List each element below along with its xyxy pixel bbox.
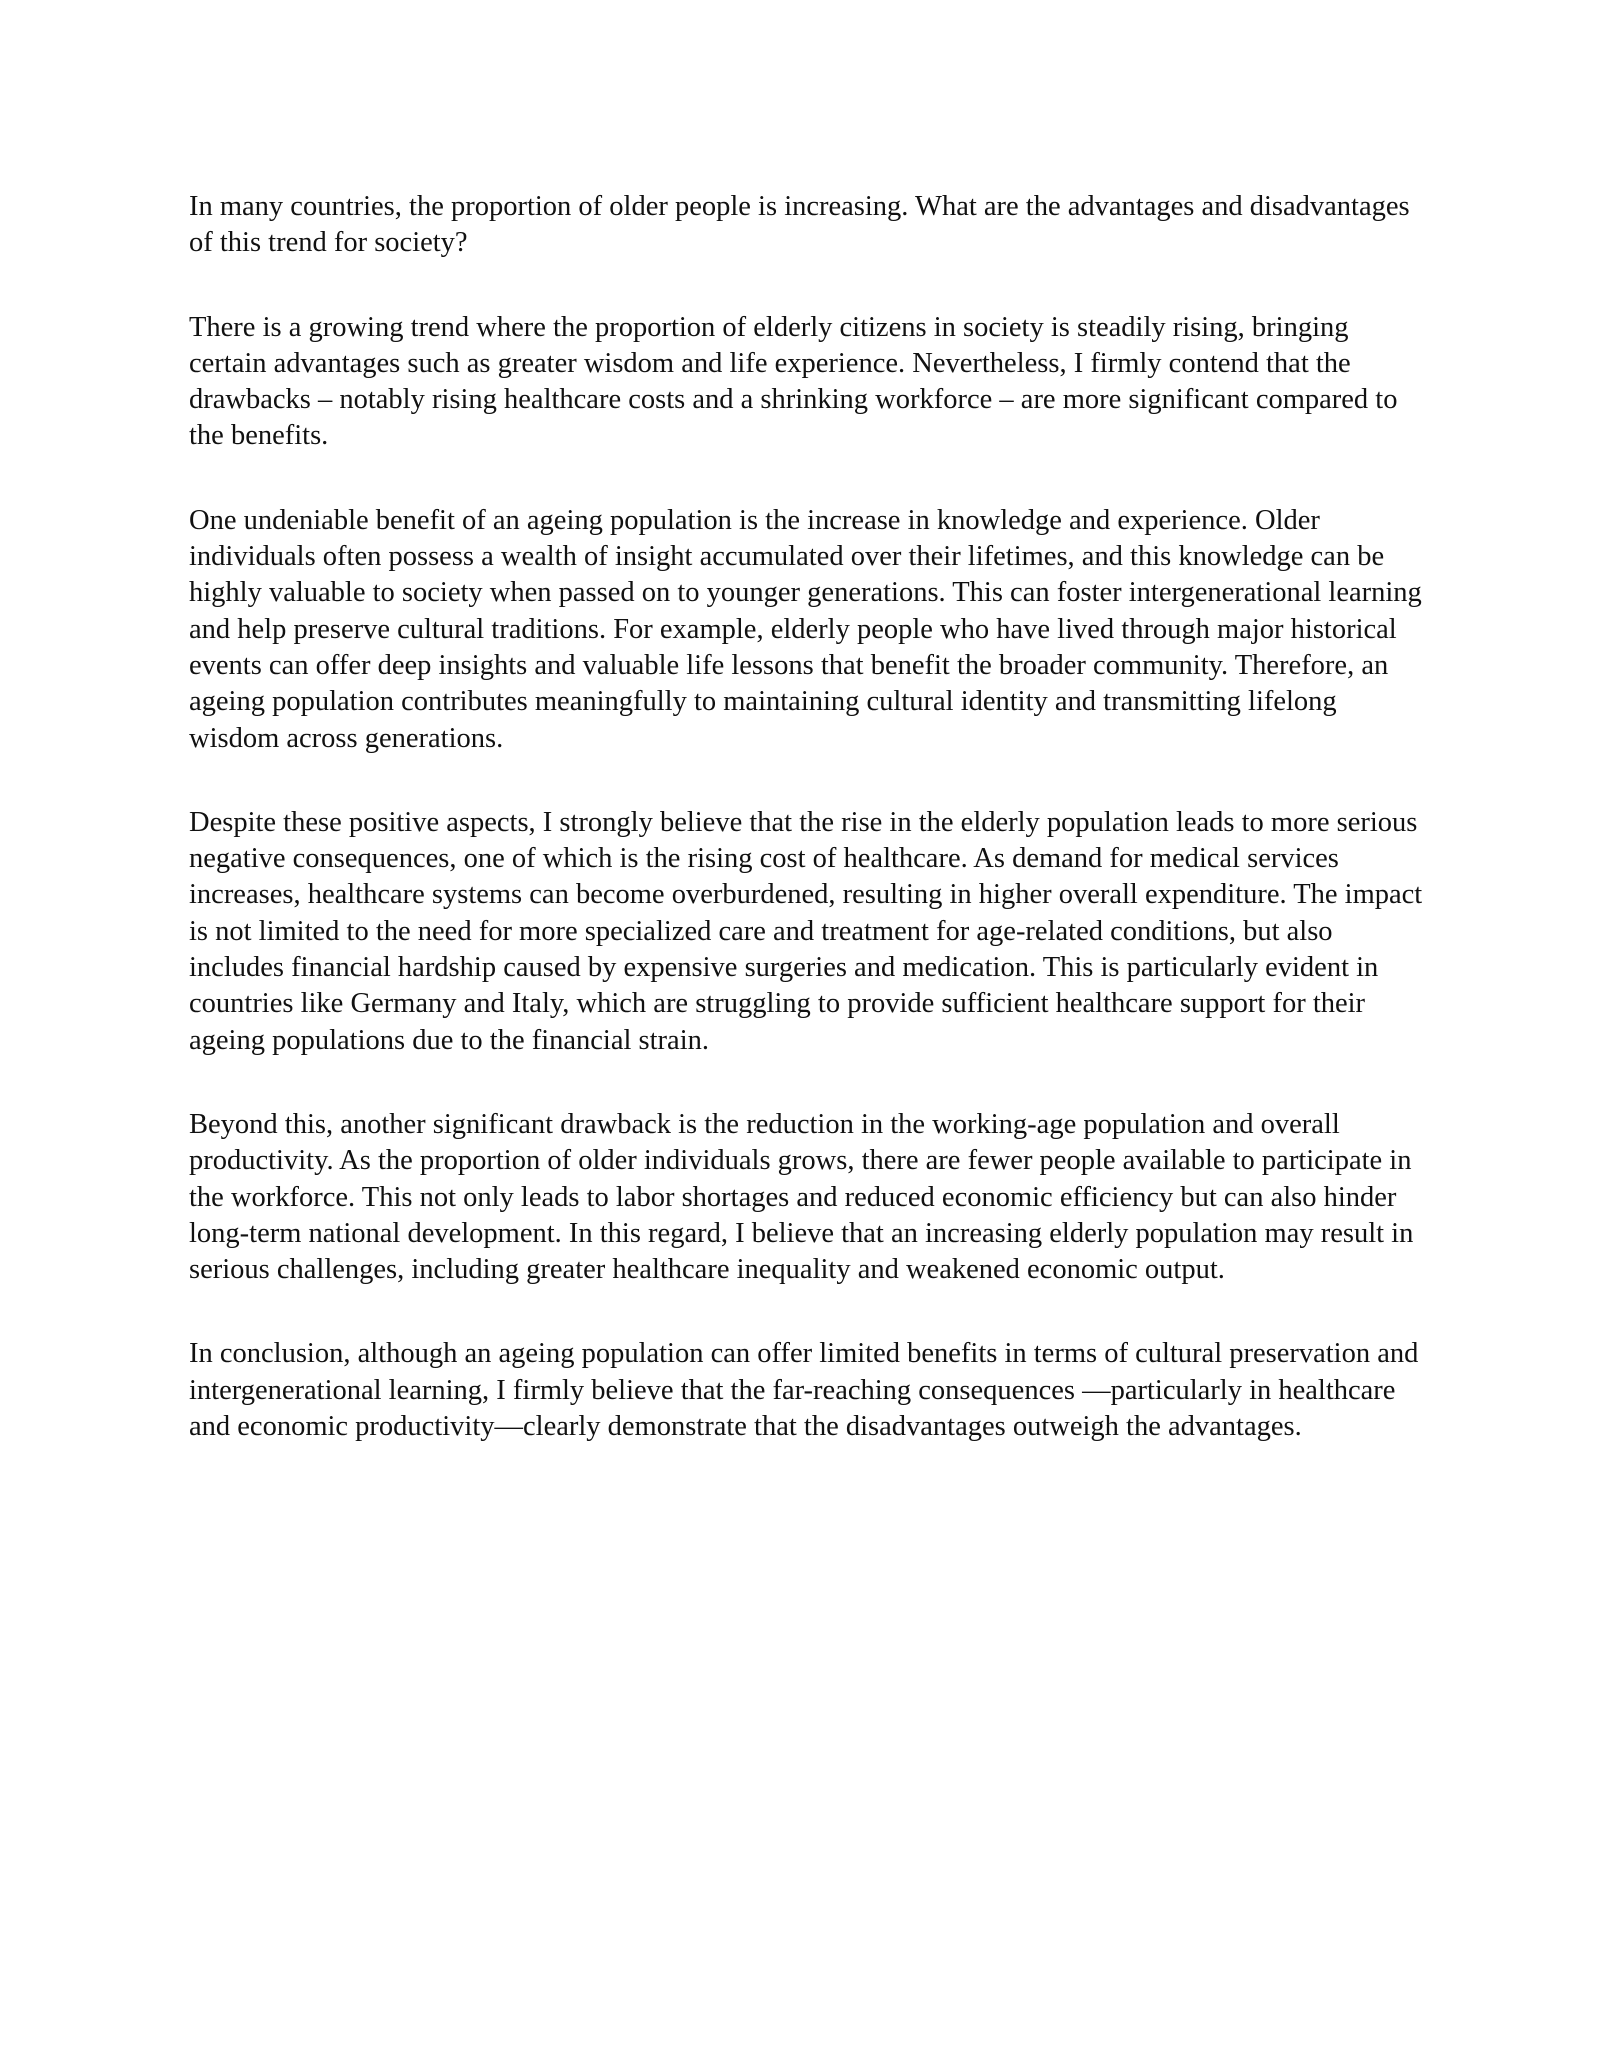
essay-prompt: In many countries, the proportion of older people is increasing. What are the advantages and disadvantages of this trend for society? — [189, 191, 1410, 259]
document-body — [189, 189, 1424, 1445]
paragraph-introduction: There is a growing trend where the proportion of elderly citizens in society is steadily rising, bringing certain advantages such as greater wisdom and life experience. Nevertheless, I firmly contend that the drawbacks – notably rising healthcare costs and a shrinking workforce – are more significant compared to the benefits. — [189, 311, 1398, 452]
paragraph-advantages: One undeniable benefit of an ageing population is the increase in knowledge and experience. Older individuals often possess a wealth of insight accumulated over their lifetimes, and this knowledge can be highly valuable to society when passed on to younger generations. This can foster intergenerational learning and help preserve cultural traditions. For example, elderly people who have lived through major historical events can offer deep insights and valuable life lessons that benefit the broader community. Therefore, an ageing population contributes meaningfully to maintaining cultural identity and transmitting lifelong wisdom across generations. — [189, 504, 1422, 754]
paragraph-healthcare-costs: Despite these positive aspects, I strongly believe that the rise in the elderly population leads to more serious negative consequences, one of which is the rising cost of healthcare. As demand for medical services increases, healthcare systems can become overburdened, resulting in higher overall expenditure. The impact is not limited to the need for more specialized care and treatment for age-related conditions, but also includes financial hardship caused by expensive surgeries and medication. This is particularly evident in countries like Germany and Italy, which are struggling to provide sufficient healthcare support for their ageing populations due to the financial strain. — [189, 806, 1423, 1056]
paragraph-workforce: Beyond this, another significant drawback is the reduction in the working-age population and overall productivity. As the proportion of older individuals grows, there are fewer people available to participate in the workforce. This not only leads to labor shortages and reduced economic efficiency but can also hinder long-term national development. In this regard, I believe that an increasing elderly population may result in serious challenges, including greater healthcare inequality and weakened economic output. — [189, 1108, 1414, 1286]
paragraph-conclusion: In conclusion, although an ageing population can offer limited benefits in terms of cultural preservation and intergenerational learning, I firmly believe that the far-reaching consequences —particularly in healthcare and economic productivity—clearly demonstrate that the disadvantages outweigh the advantages. — [189, 1338, 1419, 1443]
